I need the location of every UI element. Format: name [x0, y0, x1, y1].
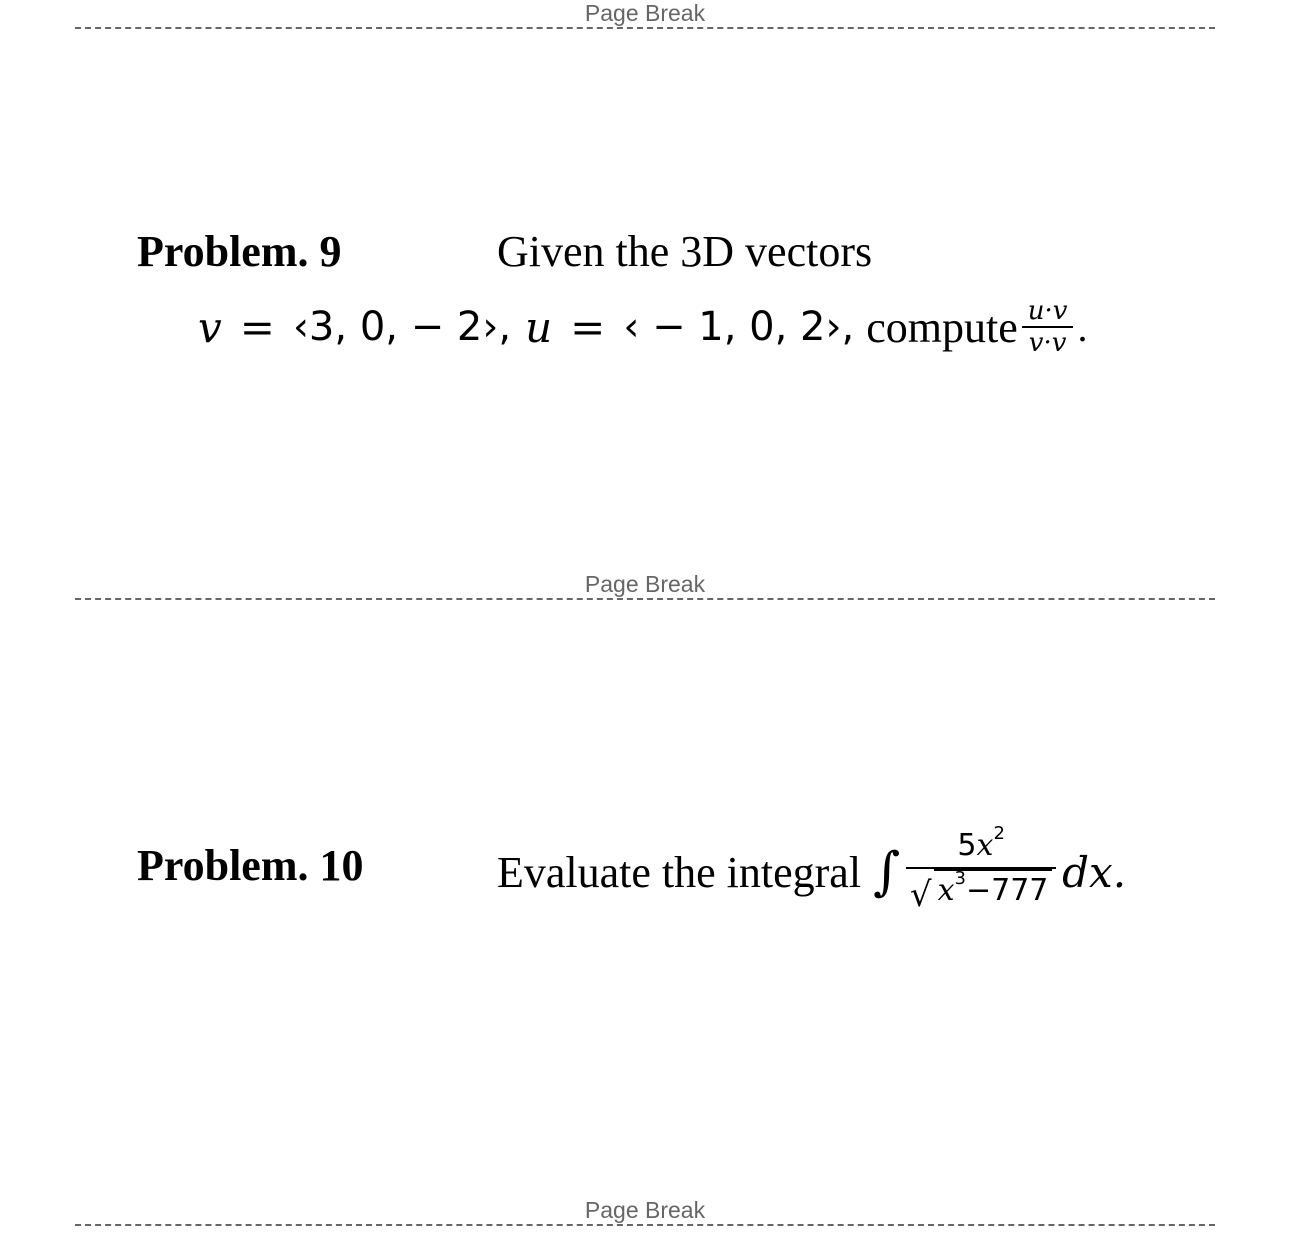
problem-10-statement [497, 812, 1126, 932]
fraction-numerator: u·v [1027, 296, 1068, 326]
radicand [934, 869, 1053, 915]
v-symbol: v [198, 302, 222, 352]
problem-9-label: Problem. 9 [137, 227, 342, 276]
integrand-fraction [906, 823, 1056, 915]
problem-9-equation [198, 292, 1087, 362]
page-break [75, 0, 1215, 39]
u-vector-value: ‹ − 1, 0, 2›, [623, 304, 855, 350]
integral-sign: ∫ [873, 842, 901, 902]
problem-10-intro: Evaluate the integral [497, 847, 862, 897]
problem-10-label: Problem. 10 [137, 841, 364, 890]
page-break-label: Page Break [584, 1197, 706, 1223]
page-break [75, 1197, 1215, 1236]
dot-product-fraction [1022, 296, 1074, 358]
equals-sign: = [239, 302, 275, 352]
compute-word: compute [866, 302, 1018, 352]
square-root-sign: √ [909, 875, 932, 915]
page-break-label: Page Break [584, 571, 706, 597]
integrand-numerator [957, 823, 1005, 867]
page-break [75, 571, 1215, 610]
equals-sign: = [570, 302, 606, 352]
u-symbol: u [525, 302, 553, 352]
problem-9-intro: Given the 3D vectors [497, 227, 873, 276]
period: . [1077, 304, 1088, 350]
denominator-variable: x [937, 873, 955, 908]
fraction-denominator: v·v [1028, 328, 1067, 358]
differential: dx. [1062, 847, 1127, 897]
page-break-label: Page Break [584, 0, 706, 26]
integrand-denominator [910, 869, 1052, 915]
page-break-line [75, 27, 1215, 29]
numerator-exponent: 2 [993, 823, 1005, 844]
page-break-line [75, 1224, 1215, 1226]
numerator-variable: x [976, 828, 994, 863]
numerator-coefficient: 5 [957, 828, 977, 863]
denominator-exponent: 3 [954, 868, 966, 889]
denominator-constant: −777 [965, 873, 1049, 908]
v-vector-value: ‹3, 0, − 2›, [292, 304, 512, 350]
page-break-line [75, 598, 1215, 600]
